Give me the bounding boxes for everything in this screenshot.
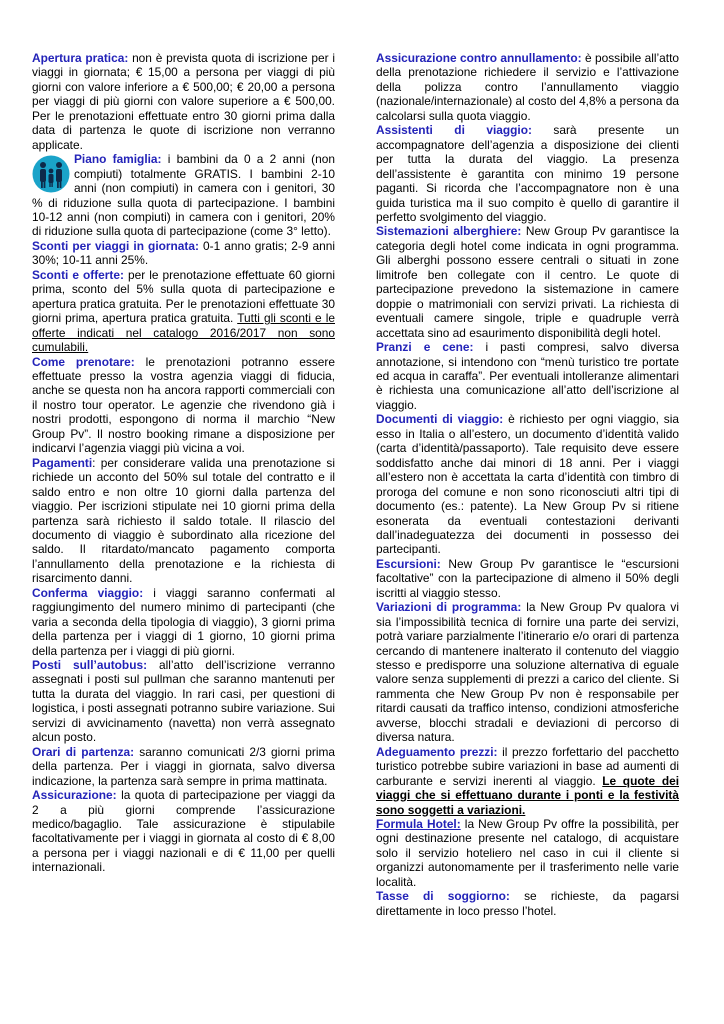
section-title: Piano famiglia: bbox=[74, 152, 162, 167]
section-title: Pranzi e cene: bbox=[376, 340, 474, 355]
section-title: Sistemazioni alberghiere: bbox=[376, 224, 522, 239]
section-text: non è prevista quota di iscrizione per i viaggi in giornata; € 15,00 a persona per viaggi di più giorni con valore inferiore a € 500,00; € 20,00 a persona per viaggi di più giorni con valore superiore a € 500,00. Per le prenotazioni effettuate entro 30 giorni prima dalla data di partenza le quote di iscrizione non verranno applicate. bbox=[32, 51, 336, 152]
section-title: Apertura pratica: bbox=[32, 51, 129, 65]
section-title: Assicurazione: bbox=[32, 788, 117, 803]
left-column bbox=[32, 51, 335, 875]
section-title: Tasse di soggiorno: bbox=[376, 889, 510, 904]
section-title: Documenti di viaggio: bbox=[376, 412, 504, 427]
section-text: per le prenotazione effettuate 60 giorni prima, sconto del 5% sulla quota di partecipazione e apertura pratica gratuita. Per le prenotazioni effettuate 30 giorni prima, apertura pratica gratuita. bbox=[32, 267, 335, 326]
section-assistenti-viaggio bbox=[376, 123, 679, 224]
section-variazioni-programma bbox=[376, 600, 679, 745]
section-sconti-offerte bbox=[32, 268, 335, 355]
section-escursioni bbox=[376, 557, 679, 600]
section-text: : per considerare valida una prenotazione si richiede un acconto del 50% sul totale del contratto e il saldo entro e non oltre 10 giorni dalla partenza del viaggio. Per iscrizioni stipulate nei 10 giorni prima della partenza sarà richiesto il saldo totale. Il rilascio del documento di viaggio è subordinato alla ricezione del saldo. Il ritardato/mancato pagamento comporta l’annullamento della prenotazione e la richiesta di risarcimento danni. bbox=[32, 455, 335, 586]
section-title: Adeguamento prezzi: bbox=[376, 744, 498, 759]
section-text: la New Group Pv qualora vi sia l’impossibilità tecnica di fornire una parte dei servizi, potrà variare parzialmente l’itinerario e/o orari di partenza cercando di mantenere inalterato il contenuto del viaggio stesso e predisporre una soluzione alternativa di eguale valore senza supplementi di prezzi a carico del cliente. Si rammenta che New Group Pv non è responsabile per ritardi causati da traffico intenso, condizioni atmosferiche avverse, blocchi stradali e deviazioni di percorso di diversa natura. bbox=[376, 600, 680, 745]
section-pagamenti bbox=[32, 456, 335, 586]
section-title: Variazioni di programma: bbox=[376, 600, 522, 615]
section-title: Assicurazione contro annullamento: bbox=[376, 51, 582, 65]
section-text: New Group Pv garantisce la categoria degli hotel come indicata in ogni programma. Gli alberghi possono essere centrali o situati in zone limitrofe ben collegate con il centro. Le quote di partecipazione prevedono la sistemazione in camere doppie o matrimoniali con servizi privati. La richiesta di eventuali camere singole, triple e quadruple verrà accettata sino ad esaurimento disponibilità degli hotel. bbox=[376, 224, 679, 340]
section-text: i bambini da 0 a 2 anni (non compiuti) totalmente GRATIS. I bambini 2-10 anni (non compiuti) in camera con i genitori, 30 % di riduzione sulla quota di partecipazione. I bambini 10-12 anni (non compiuti) in camera con i genitori, 20% di riduzione sulla quota di partecipazione (come 3° letto). bbox=[32, 152, 335, 239]
section-sconti-giornata bbox=[32, 239, 335, 268]
section-title: Sconti e offerte: bbox=[32, 267, 124, 282]
section-title: Assistenti di viaggio: bbox=[376, 123, 532, 138]
section-text: i viaggi saranno confermati al raggiungimento del numero minimo di partecipanti (che varia a seconda della tipologia di viaggio), 3 giorni prima della partenza per i viaggi di 1 giorno, 10 giorni prima della partenza per i viaggi di più giorni. bbox=[32, 585, 336, 658]
section-title: Pagamenti bbox=[32, 455, 93, 470]
section-text: 0-1 anno gratis; 2-9 anni 30%; 10-11 anni 25%. bbox=[32, 238, 335, 268]
section-text: sarà presente un accompagnatore dell’agenzia a disposizione dei clienti per tutta la durata del viaggio. La presenza dell’assistente è garantita con minimo 19 persone paganti. Si ricorda che l’accompagnatore non è una guida turistica ma il suo compito è quello di garantire il perfetto svolgimento del viaggio. bbox=[376, 123, 679, 224]
section-title: Conferma viaggio: bbox=[32, 585, 144, 600]
section-formula-hotel bbox=[376, 817, 679, 889]
section-piano-famiglia bbox=[32, 152, 335, 239]
section-text: è possibile all’atto della prenotazione richiedere il servizio e l’attivazione della polizza contro l’annullamento viaggio (nazionale/internazionale) al costo del 4,8% a persona da calcolarsi sulla quota viaggio. bbox=[376, 51, 679, 123]
section-text: la quota di partecipazione per viaggi da 2 a più giorni comprende l’assicurazione medico/bagaglio. Tale assicurazione è stipulabile facoltativamente per i viaggi in giornata al costo di € 8,00 a persona per i viaggi nazionali e di € 11,00 per quelli internazionali. bbox=[32, 788, 335, 875]
section-adeguamento-prezzi bbox=[376, 745, 679, 817]
right-column bbox=[376, 51, 679, 918]
section-apertura-pratica bbox=[32, 51, 335, 152]
section-title: Orari di partenza: bbox=[32, 744, 135, 759]
section-underline-note: Tutti gli sconti e le offerte indicati nel catalogo 2016/2017 non sono cumulabili. bbox=[32, 311, 335, 355]
section-text: le prenotazioni potranno essere effettuate presso la vostra agenzia viaggi di fiducia, anche se questa non ha ancora rapporti commerciali con il nostro tour operator. Le agenzie che rivendono già i nostri prodotti, espongono di norma il marchio “New Group Pv”. Il nostro booking rimane a disposizione per indicarvi l’agenzia viaggi più vicina a voi. bbox=[32, 354, 335, 456]
section-assicurazione-annullamento bbox=[376, 51, 679, 123]
section-posti-autobus bbox=[32, 658, 335, 745]
section-orari-partenza bbox=[32, 745, 335, 788]
section-title: Formula Hotel: bbox=[376, 817, 461, 832]
section-text: il prezzo forfettario del pacchetto turistico potrebbe subire variazioni in base ad aumenti di carburante e servizi inerenti al viaggio. bbox=[376, 744, 679, 788]
section-sistemazioni-alberghiere bbox=[376, 224, 679, 340]
section-conferma-viaggio bbox=[32, 586, 335, 658]
section-text: New Group Pv garantisce le “escursioni facoltative” con la partecipazione di almeno il 50% degli iscritti al viaggio stesso. bbox=[376, 556, 679, 600]
section-title: Posti sull’autobus: bbox=[32, 658, 148, 673]
section-pranzi-cene bbox=[376, 340, 679, 412]
section-title: Escursioni: bbox=[376, 556, 441, 571]
section-text: se richieste, da pagarsi direttamente in loco presso l’hotel. bbox=[376, 889, 680, 918]
section-tasse-soggiorno bbox=[376, 889, 679, 918]
section-text: la New Group Pv offre la possibilità, per ogni destinazione presente nel catalogo, di acquistare solo il servizio hoteliero nel caso in cui il cliente si organizzi autonomamente per il trasferimento nelle varie località. bbox=[376, 817, 679, 889]
section-title: Sconti per viaggi in giornata: bbox=[32, 238, 199, 253]
section-underline-note: Le quote dei viaggi che si effettuano durante i ponti e la festività sono soggetti a variazioni. bbox=[376, 773, 679, 817]
section-come-prenotare bbox=[32, 355, 335, 456]
section-text: è richiesto per ogni viaggio, sia esso in Italia o all’estero, un documento d’identità valido (carta d’identità/passaporto). Tale requisito deve essere soddisfatto anche dai minori di 18 anni. Per i viaggi all’estero non è accettata la carta d’identità con timbro di proroga del comune e non sono riconosciuti altri tipi di documento (es.: patente). La New Group Pv si ritiene esonerata da eventuali contestazioni derivanti dall’inadeguatezza dei documenti in possesso dei partecipanti. bbox=[376, 412, 680, 557]
family-icon bbox=[32, 155, 70, 193]
section-text: saranno comunicati 2/3 giorni prima della partenza. Per i viaggi in giornata, salvo diversa indicazione, la partenza sarà sempre in prima mattinata. bbox=[32, 744, 336, 788]
section-title: Come prenotare: bbox=[32, 354, 135, 369]
section-text: all’atto dell’iscrizione verranno assegnati i posti sul pullman che saranno mantenuti per tutta la durata del viaggio. In rari casi, per questioni di logistica, i posti assegnati potranno subire variazione. Sui servizi di avvicinamento (navetta) non verrà assegnato alcun posto. bbox=[32, 658, 335, 745]
section-documenti-viaggio bbox=[376, 412, 679, 557]
section-assicurazione bbox=[32, 788, 335, 875]
section-text: i pasti compresi, salvo diversa annotazione, si intendono con “menù turistico tre portate ed acqua in caraffa”. Per eventuali intolleranze alimentari è richiesta una comunicazione all’atto dell’iscrizione al viaggio. bbox=[376, 340, 680, 412]
